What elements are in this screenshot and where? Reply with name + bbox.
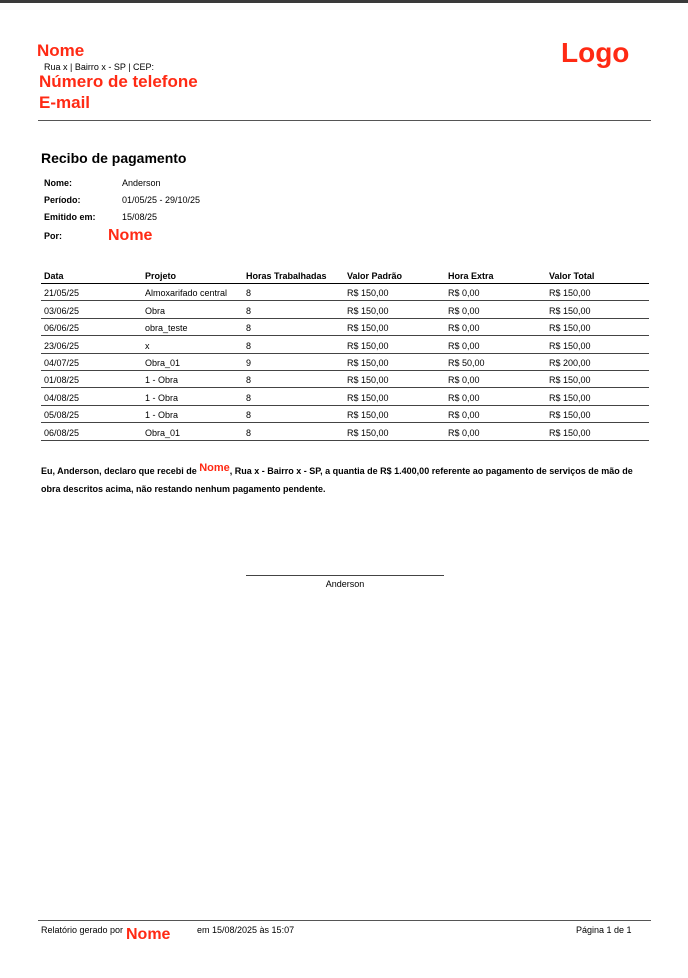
- cell-project: Obra_01: [145, 427, 181, 438]
- table-row: [41, 423, 649, 441]
- column-header-overtime: Hora Extra: [448, 271, 494, 281]
- info-value-period: 01/05/25 - 29/10/25: [122, 195, 201, 205]
- cell-standard-value: R$ 150,00: [347, 340, 389, 351]
- column-header-total-value: Valor Total: [549, 271, 595, 281]
- table-row: [41, 405, 649, 423]
- cell-standard-value: R$ 150,00: [347, 358, 389, 368]
- cell-standard-value: R$ 150,00: [347, 410, 389, 421]
- company-email: E-mail: [39, 93, 91, 112]
- cell-project: Obra: [145, 305, 166, 316]
- company-name: Nome: [37, 41, 85, 60]
- cell-date: 23/06/25: [44, 340, 80, 351]
- footer-date: em 15/08/2025 às 15:07: [197, 925, 295, 935]
- cell-hours: 8: [246, 305, 252, 316]
- column-header-date: Data: [44, 271, 64, 281]
- cell-hours: 8: [246, 427, 252, 438]
- cell-overtime: R$ 0,00: [448, 288, 480, 299]
- table-row: [41, 301, 649, 319]
- table-row: [41, 388, 649, 406]
- cell-standard-value: R$ 150,00: [347, 427, 389, 438]
- cell-date: 06/06/25: [44, 323, 80, 334]
- cell-date: 01/08/25: [44, 375, 80, 386]
- cell-overtime: R$ 0,00: [448, 427, 480, 438]
- cell-project: x: [145, 340, 150, 351]
- cell-total-value: R$ 200,00: [549, 358, 591, 368]
- header-divider: [38, 120, 651, 121]
- footer-page-number: Página 1 de 1: [576, 925, 632, 935]
- table-row: [41, 336, 649, 354]
- column-header-hours: Horas Trabalhadas: [246, 271, 327, 281]
- cell-hours: 8: [246, 323, 252, 334]
- footer-generated-by: Relatório gerado por: [41, 925, 124, 935]
- cell-project: Obra_01: [145, 358, 181, 368]
- cell-standard-value: R$ 150,00: [347, 323, 389, 334]
- cell-hours: 8: [246, 288, 252, 299]
- cell-date: 05/08/25: [44, 410, 80, 421]
- cell-total-value: R$ 150,00: [549, 323, 591, 334]
- declaration-text: [41, 462, 651, 498]
- cell-overtime: R$ 50,00: [448, 358, 485, 368]
- cell-hours: 8: [246, 392, 252, 403]
- cell-hours: 9: [246, 358, 252, 368]
- column-header-standard-value: Valor Padrão: [347, 271, 403, 281]
- cell-hours: 8: [246, 340, 252, 351]
- cell-total-value: R$ 150,00: [549, 375, 591, 386]
- cell-project: 1 - Obra: [145, 410, 179, 421]
- cell-total-value: R$ 150,00: [549, 427, 591, 438]
- cell-total-value: R$ 150,00: [549, 392, 591, 403]
- cell-standard-value: R$ 150,00: [347, 375, 389, 386]
- info-value-by: Nome: [108, 227, 153, 244]
- declaration-name: Nome: [199, 462, 230, 474]
- signature-name: Anderson: [325, 579, 365, 589]
- table-header-row: [41, 266, 649, 284]
- footer-divider: [38, 920, 651, 921]
- info-value-name: Anderson: [122, 178, 161, 188]
- cell-date: 04/08/25: [44, 392, 80, 403]
- cell-total-value: R$ 150,00: [549, 340, 591, 351]
- cell-hours: 8: [246, 410, 252, 421]
- cell-overtime: R$ 0,00: [448, 375, 480, 386]
- cell-overtime: R$ 0,00: [448, 392, 480, 403]
- cell-total-value: R$ 150,00: [549, 410, 591, 421]
- cell-standard-value: R$ 150,00: [347, 392, 389, 403]
- company-phone: Número de telefone: [39, 72, 198, 91]
- table-row: [41, 353, 649, 371]
- table-row: [41, 318, 649, 336]
- footer-name: Nome: [126, 926, 171, 943]
- table-row: [41, 370, 649, 388]
- company-logo: Logo: [561, 37, 630, 68]
- cell-hours: 8: [246, 375, 252, 386]
- info-label-period: Período:: [44, 195, 81, 205]
- cell-project: Almoxarifado central: [145, 288, 228, 299]
- top-border: [0, 0, 688, 3]
- info-label-issued: Emitido em:: [44, 212, 96, 222]
- table-row: [41, 283, 649, 301]
- info-label-by: Por:: [44, 231, 62, 241]
- column-header-project: Projeto: [145, 271, 177, 281]
- page-title: Recibo de pagamento: [41, 150, 187, 166]
- cell-project: 1 - Obra: [145, 392, 179, 403]
- company-address: Rua x | Bairro x - SP | CEP:: [44, 62, 155, 72]
- declaration-after: , Rua x - Bairro x - SP, a quantia de R$ 1.400,00 referente ao pagamento de serviços de mão de obra descritos acima, não restando nenhum pagamento pendente.: [41, 466, 633, 494]
- cell-date: 21/05/25: [44, 288, 80, 299]
- info-value-issued: 15/08/25: [122, 212, 158, 222]
- cell-project: obra_teste: [145, 323, 188, 334]
- cell-date: 04/07/25: [44, 358, 80, 368]
- cell-overtime: R$ 0,00: [448, 410, 480, 421]
- declaration-before: Eu, Anderson, declaro que recebi de: [41, 466, 200, 476]
- cell-standard-value: R$ 150,00: [347, 288, 389, 299]
- cell-total-value: R$ 150,00: [549, 288, 591, 299]
- cell-total-value: R$ 150,00: [549, 305, 591, 316]
- cell-overtime: R$ 0,00: [448, 305, 480, 316]
- cell-project: 1 - Obra: [145, 375, 179, 386]
- signature-line: [246, 575, 444, 576]
- info-label-name: Nome:: [44, 178, 73, 188]
- cell-overtime: R$ 0,00: [448, 340, 480, 351]
- cell-date: 06/08/25: [44, 427, 80, 438]
- cell-overtime: R$ 0,00: [448, 323, 480, 334]
- cell-standard-value: R$ 150,00: [347, 305, 389, 316]
- cell-date: 03/06/25: [44, 305, 80, 316]
